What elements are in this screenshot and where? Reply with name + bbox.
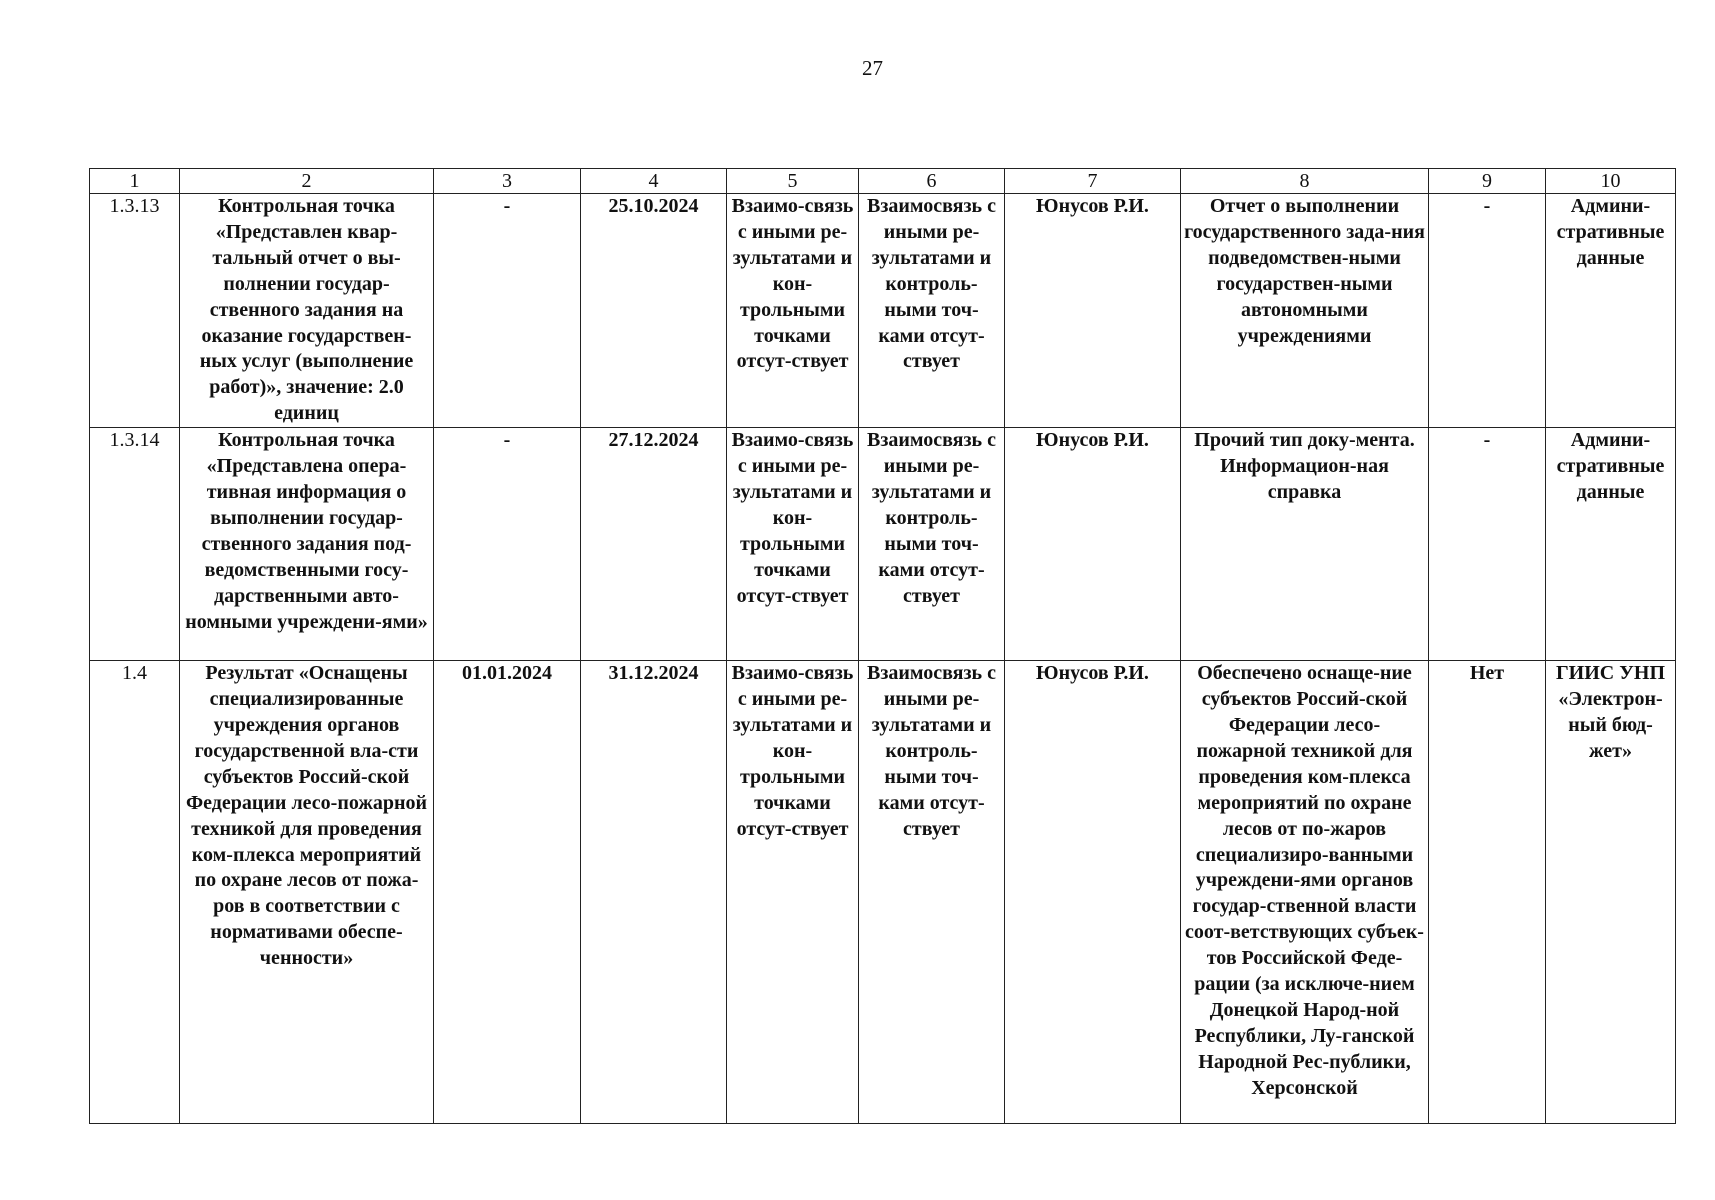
end-date: 25.10.2024 bbox=[581, 194, 727, 428]
predecessors: Взаимо-связь с иными ре-зультатами и кон-трольными точками отсут-ствует bbox=[727, 428, 859, 661]
successors: Взаимосвязь с иными ре-зультатами и контроль-ными точ-ками отсут-ствует bbox=[859, 194, 1005, 428]
info-system: Админи-стративные данные bbox=[1546, 428, 1676, 661]
document-type: Обеспечено оснаще-ние субъектов Россий-ской Федерации лесо-пожарной техникой для проведения ком-плекса мероприятий по охране лесов от по-жаров специализиро-ванными учреждени-ями органов государ-ственной власти соот-ветствующих субъек-тов Российской Феде-рации (за исключе-нием Донецкой Народ-ной Республики, Лу-ганской Народной Рес-публики, Херсонской bbox=[1181, 661, 1429, 1124]
responsible: Юнусов Р.И. bbox=[1005, 428, 1181, 661]
responsible: Юнусов Р.И. bbox=[1005, 661, 1181, 1124]
successors: Взаимосвязь с иными ре-зультатами и контроль-ными точ-ками отсут-ствует bbox=[859, 661, 1005, 1124]
header-row bbox=[90, 169, 1676, 194]
document-type: Отчет о выполнении государственного зада-ния подведомствен-ными государствен-ными автономными учреждениями bbox=[1181, 194, 1429, 428]
row-title: Контрольная точка «Представлен квар-тальный отчет о вы-полнении государ-ственного задания на оказание государствен-ных услуг (выполнение работ)», значение: 2.0 единиц bbox=[180, 194, 434, 428]
row-title: Контрольная точка «Представлена опера-тивная информация о выполнении государ-ственного задания под-ведомственными госу-дарственными авто-номными учреждени-ями» bbox=[180, 428, 434, 661]
start-date: - bbox=[434, 194, 581, 428]
table-row bbox=[90, 428, 1676, 661]
responsible: Юнусов Р.И. bbox=[1005, 194, 1181, 428]
successors: Взаимосвязь с иными ре-зультатами и контроль-ными точ-ками отсут-ствует bbox=[859, 428, 1005, 661]
header-col-6: 6 bbox=[859, 169, 1005, 194]
page-number: 27 bbox=[862, 56, 883, 80]
indicator: - bbox=[1429, 194, 1546, 428]
document-type: Прочий тип доку-мента. Информацион-ная справка bbox=[1181, 428, 1429, 661]
predecessors: Взаимо-связь с иными ре-зультатами и кон-трольными точками отсут-ствует bbox=[727, 194, 859, 428]
plan-table bbox=[89, 168, 1676, 1124]
row-number: 1.3.13 bbox=[90, 194, 180, 428]
row-number: 1.3.14 bbox=[90, 428, 180, 661]
header-col-5: 5 bbox=[727, 169, 859, 194]
indicator: Нет bbox=[1429, 661, 1546, 1124]
header-col-10: 10 bbox=[1546, 169, 1676, 194]
start-date: 01.01.2024 bbox=[434, 661, 581, 1124]
indicator: - bbox=[1429, 428, 1546, 661]
predecessors: Взаимо-связь с иными ре-зультатами и кон-трольными точками отсут-ствует bbox=[727, 661, 859, 1124]
header-col-8: 8 bbox=[1181, 169, 1429, 194]
header-col-4: 4 bbox=[581, 169, 727, 194]
row-title: Результат «Оснащены специализированные учреждения органов государственной вла-сти субъектов Россий-ской Федерации лесо-пожарной техникой для проведения ком-плекса мероприятий по охране лесов от пожа-ров в соответствии с нормативами обеспе-ченности» bbox=[180, 661, 434, 1124]
table-row bbox=[90, 194, 1676, 428]
header-col-7: 7 bbox=[1005, 169, 1181, 194]
start-date: - bbox=[434, 428, 581, 661]
table-row bbox=[90, 661, 1676, 1124]
header-col-1: 1 bbox=[90, 169, 180, 194]
info-system: ГИИС УНП «Электрон-ный бюд-жет» bbox=[1546, 661, 1676, 1124]
info-system: Админи-стративные данные bbox=[1546, 194, 1676, 428]
header-col-2: 2 bbox=[180, 169, 434, 194]
end-date: 27.12.2024 bbox=[581, 428, 727, 661]
header-col-3: 3 bbox=[434, 169, 581, 194]
row-number: 1.4 bbox=[90, 661, 180, 1124]
header-col-9: 9 bbox=[1429, 169, 1546, 194]
end-date: 31.12.2024 bbox=[581, 661, 727, 1124]
